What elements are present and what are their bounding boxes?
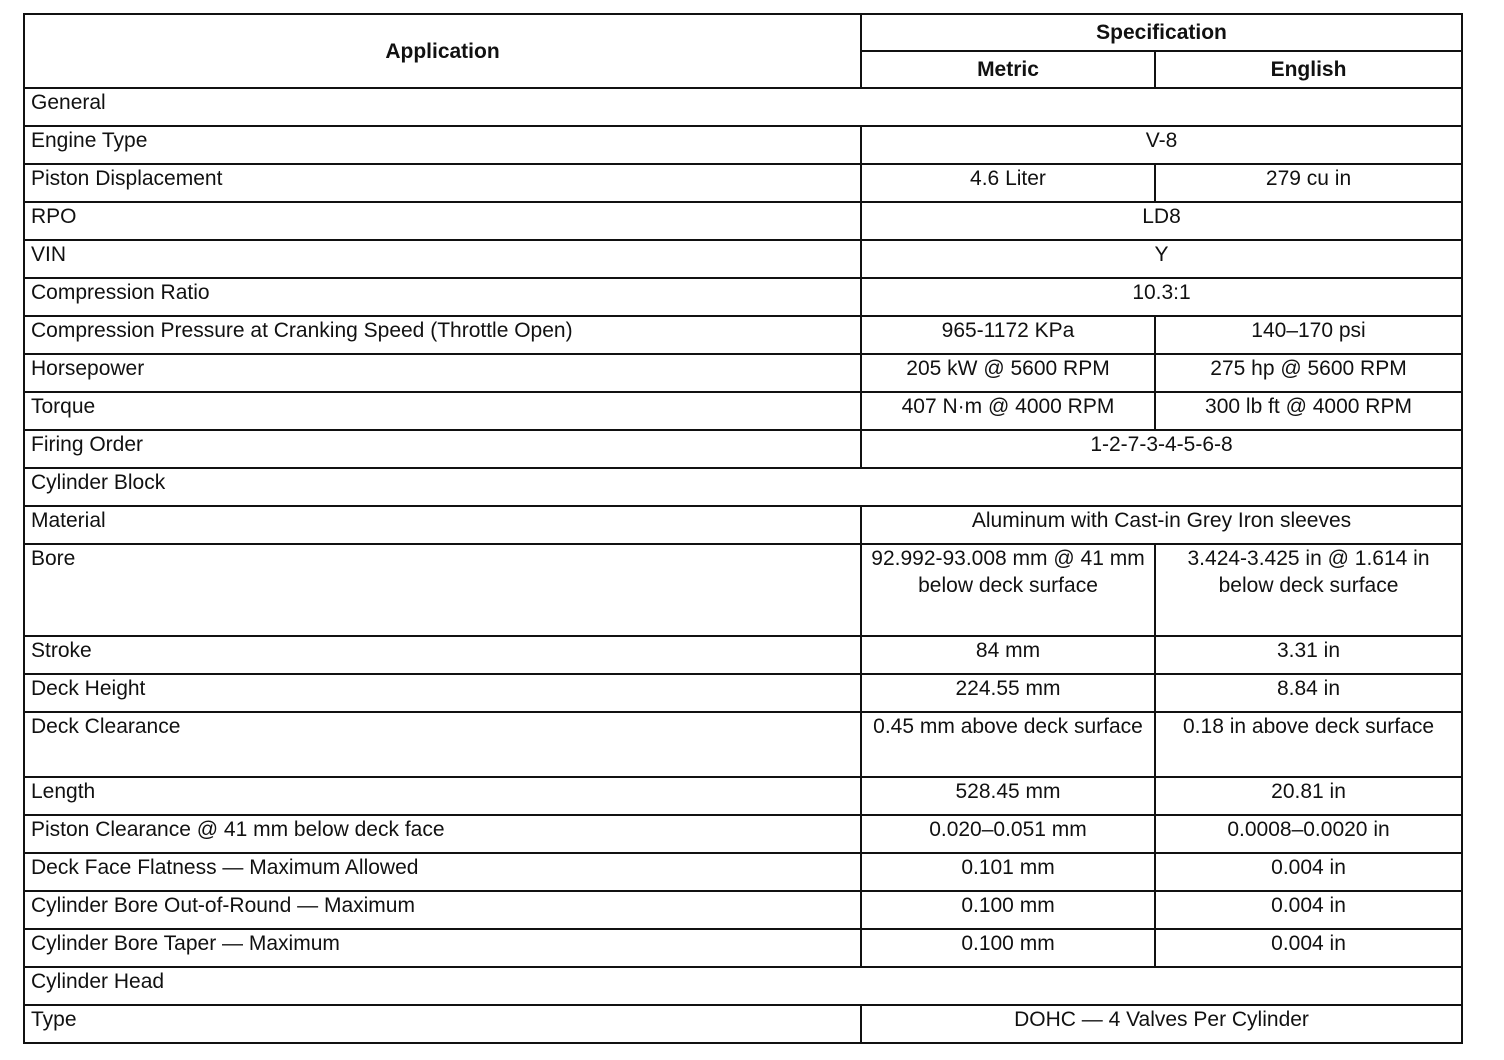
application-cell: Deck Face Flatness — Maximum Allowed bbox=[24, 853, 861, 891]
metric-value: 0.020–0.051 mm bbox=[861, 815, 1155, 853]
specification-value: LD8 bbox=[861, 202, 1462, 240]
english-value: 3.31 in bbox=[1155, 636, 1462, 674]
table-row bbox=[24, 278, 1462, 316]
section-row bbox=[24, 967, 1462, 1005]
metric-value: 205 kW @ 5600 RPM bbox=[861, 354, 1155, 392]
application-cell: Compression Ratio bbox=[24, 278, 861, 316]
application-cell: Torque bbox=[24, 392, 861, 430]
application-cell: Cylinder Bore Out-of-Round — Maximum bbox=[24, 891, 861, 929]
specification-column-header: Specification bbox=[861, 14, 1462, 51]
table-row bbox=[24, 506, 1462, 544]
english-value: 0.18 in above deck surface bbox=[1155, 712, 1462, 777]
table-row bbox=[24, 712, 1462, 777]
application-cell: Stroke bbox=[24, 636, 861, 674]
english-value: 279 cu in bbox=[1155, 164, 1462, 202]
table-row bbox=[24, 430, 1462, 468]
metric-column-header: Metric bbox=[861, 51, 1155, 88]
metric-value: 92.992-93.008 mm @ 41 mm below deck surface bbox=[861, 544, 1155, 636]
table-row bbox=[24, 636, 1462, 674]
section-row bbox=[24, 468, 1462, 506]
table-row bbox=[24, 1005, 1462, 1043]
section-heading: Cylinder Head bbox=[24, 967, 1462, 1005]
metric-value: 0.45 mm above deck surface bbox=[861, 712, 1155, 777]
english-value: 3.424-3.425 in @ 1.614 in below deck surface bbox=[1155, 544, 1462, 636]
metric-value: 4.6 Liter bbox=[861, 164, 1155, 202]
application-cell: Deck Height bbox=[24, 674, 861, 712]
metric-value: 528.45 mm bbox=[861, 777, 1155, 815]
application-cell: Compression Pressure at Cranking Speed (Throttle Open) bbox=[24, 316, 861, 354]
application-cell: Firing Order bbox=[24, 430, 861, 468]
table-row bbox=[24, 126, 1462, 164]
english-value: 0.004 in bbox=[1155, 853, 1462, 891]
table-row bbox=[24, 392, 1462, 430]
table-row bbox=[24, 929, 1462, 967]
application-cell: Piston Clearance @ 41 mm below deck face bbox=[24, 815, 861, 853]
specification-value: V-8 bbox=[861, 126, 1462, 164]
table-row bbox=[24, 316, 1462, 354]
table-row bbox=[24, 354, 1462, 392]
specification-value: 10.3:1 bbox=[861, 278, 1462, 316]
english-value: 0.0008–0.0020 in bbox=[1155, 815, 1462, 853]
application-cell: Engine Type bbox=[24, 126, 861, 164]
application-cell: Piston Displacement bbox=[24, 164, 861, 202]
table-row bbox=[24, 891, 1462, 929]
metric-value: 965-1172 KPa bbox=[861, 316, 1155, 354]
section-heading: General bbox=[24, 88, 1462, 126]
application-cell: Length bbox=[24, 777, 861, 815]
table-row bbox=[24, 777, 1462, 815]
table-row bbox=[24, 853, 1462, 891]
specification-value: Aluminum with Cast-in Grey Iron sleeves bbox=[861, 506, 1462, 544]
application-cell: Horsepower bbox=[24, 354, 861, 392]
engine-specification-table bbox=[23, 13, 1463, 1044]
english-value: 20.81 in bbox=[1155, 777, 1462, 815]
english-column-header: English bbox=[1155, 51, 1462, 88]
application-column-header: Application bbox=[24, 14, 861, 88]
english-value: 8.84 in bbox=[1155, 674, 1462, 712]
application-cell: Cylinder Bore Taper — Maximum bbox=[24, 929, 861, 967]
metric-value: 0.101 mm bbox=[861, 853, 1155, 891]
application-cell: Material bbox=[24, 506, 861, 544]
table-row bbox=[24, 202, 1462, 240]
application-cell: VIN bbox=[24, 240, 861, 278]
metric-value: 407 N·m @ 4000 RPM bbox=[861, 392, 1155, 430]
section-heading: Cylinder Block bbox=[24, 468, 1462, 506]
english-value: 140–170 psi bbox=[1155, 316, 1462, 354]
metric-value: 0.100 mm bbox=[861, 929, 1155, 967]
metric-value: 224.55 mm bbox=[861, 674, 1155, 712]
table-header bbox=[24, 14, 1462, 88]
metric-value: 84 mm bbox=[861, 636, 1155, 674]
english-value: 0.004 in bbox=[1155, 929, 1462, 967]
section-row bbox=[24, 88, 1462, 126]
table-row bbox=[24, 544, 1462, 636]
english-value: 0.004 in bbox=[1155, 891, 1462, 929]
table-row bbox=[24, 240, 1462, 278]
specification-value: Y bbox=[861, 240, 1462, 278]
table-row bbox=[24, 815, 1462, 853]
application-cell: RPO bbox=[24, 202, 861, 240]
metric-value: 0.100 mm bbox=[861, 891, 1155, 929]
specification-value: DOHC — 4 Valves Per Cylinder bbox=[861, 1005, 1462, 1043]
table-row bbox=[24, 164, 1462, 202]
application-cell: Bore bbox=[24, 544, 861, 636]
specification-value: 1-2-7-3-4-5-6-8 bbox=[861, 430, 1462, 468]
table-row bbox=[24, 674, 1462, 712]
application-cell: Type bbox=[24, 1005, 861, 1043]
table-body bbox=[24, 88, 1462, 1043]
application-cell: Deck Clearance bbox=[24, 712, 861, 777]
english-value: 275 hp @ 5600 RPM bbox=[1155, 354, 1462, 392]
english-value: 300 lb ft @ 4000 RPM bbox=[1155, 392, 1462, 430]
